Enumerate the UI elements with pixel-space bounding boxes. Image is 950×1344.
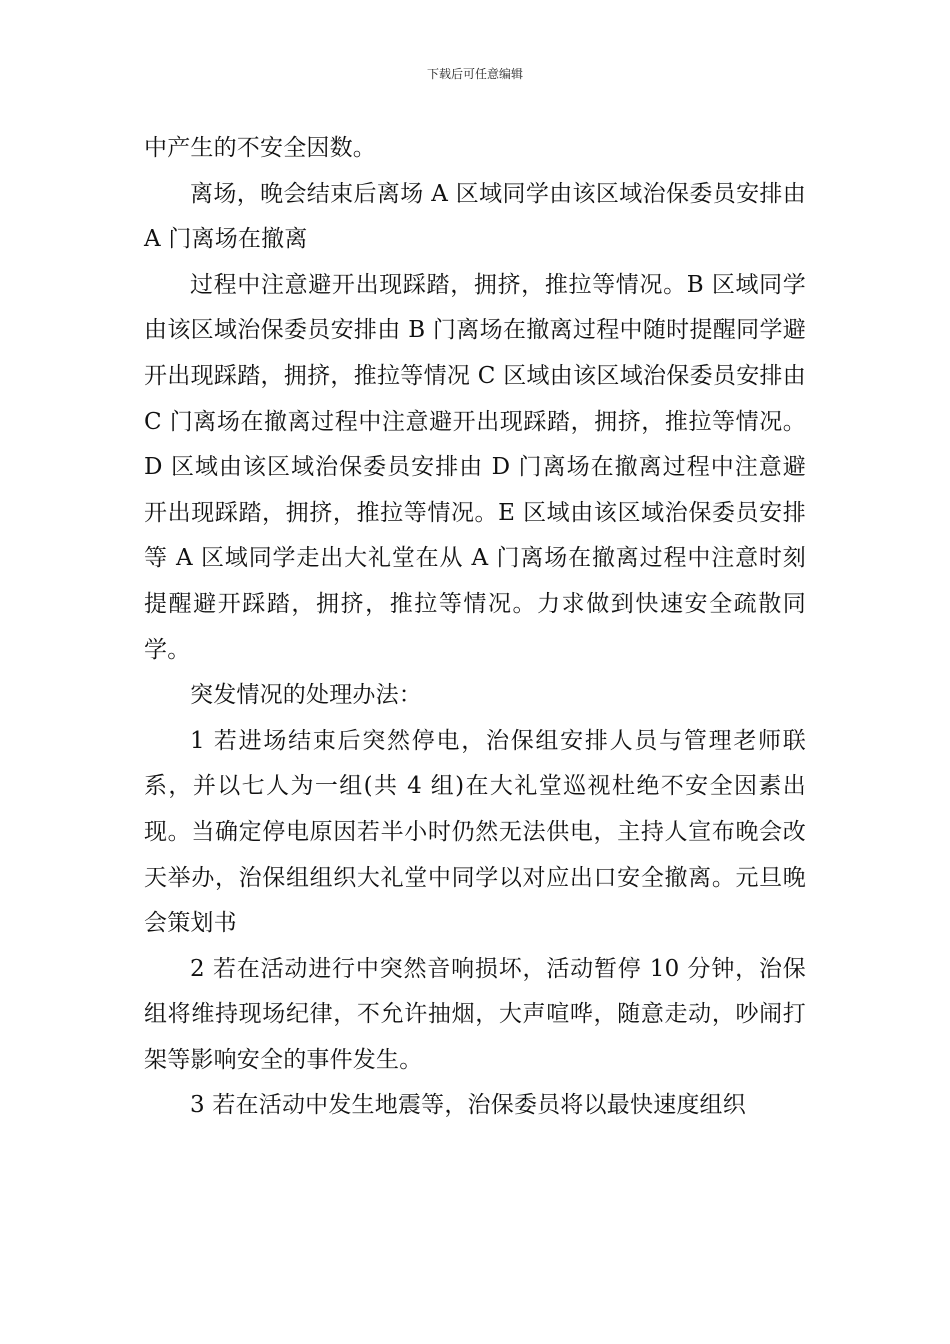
document-body (144, 126, 806, 1129)
paragraph-earthquake: 3 若在活动中发生地震等，治保委员将以最快速度组织 (190, 1092, 746, 1119)
paragraph-exit-plan: 离场，晚会结束后离场 A 区域同学由该区域治保委员安排由 A 门离场在撤离 (144, 180, 806, 253)
paragraph-power-outage: 1 若进场结束后突然停电，治保组安排人员与管理老师联系，并以七人为一组(共 4 组)在大礼堂巡视杜绝不安全因素出现。当确定停电原因若半小时仍然无法供电，主持人宣布晚会改天举办，治保组组织大礼堂中同学以对应出口安全撤离。元旦晚会策划书 (144, 727, 806, 937)
header-note: 下载后可任意编辑 (426, 67, 523, 81)
paragraph-continuation: 中产生的不安全因数。 (144, 135, 376, 161)
paragraph-audio-failure: 2 若在活动进行中突然音响损坏，活动暂停 10 分钟，治保组将维持现场纪律，不允许抽烟，大声喧哗，随意走动，吵闹打架等影响安全的事件发生。 (144, 955, 806, 1073)
paragraph-emergency-heading: 突发情况的处理办法： (190, 682, 422, 709)
paragraph-exit-details: 过程中注意避开出现踩踏，拥挤，推拉等情况。B 区域同学由该区域治保委员安排由 B 门离场在撤离过程中随时提醒同学避开出现踩踏，拥挤，推拉等情况 C 区域由该区域治保委员安排由 C 门离场在撤离过程中注意避开出现踩踏，拥挤，推拉等情况。D 区域由该区域治保委员安排由 D 门离场在撤离过程中注意避开出现踩踏，拥挤，推拉等情况。E 区域由该区域治保委员安排等 A 区域同学走出大礼堂在从 A 门离场在撤离过程中注意时刻提醒避开踩踏，拥挤，推拉等情况。力求做到快速安全疏散同学。 (144, 271, 806, 663)
